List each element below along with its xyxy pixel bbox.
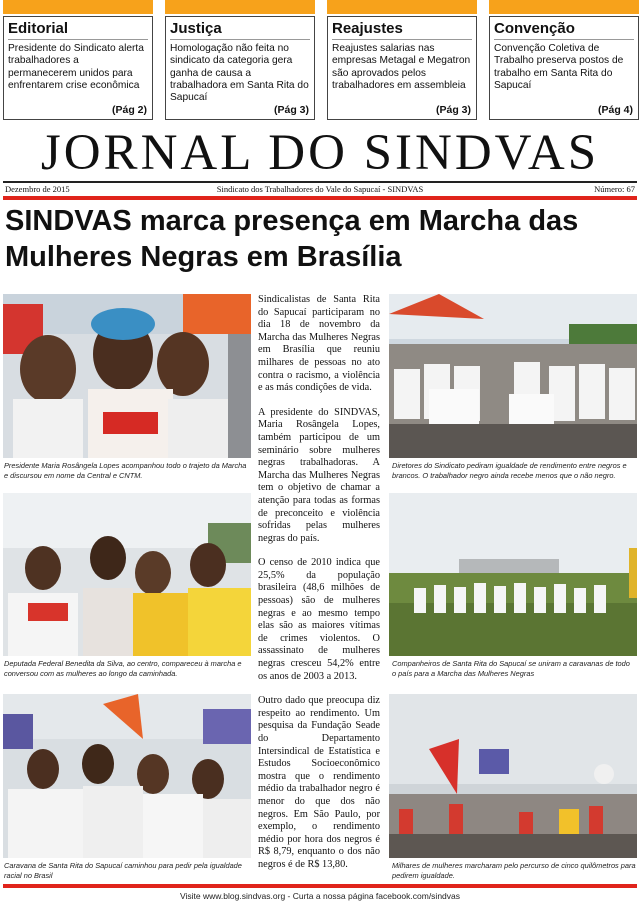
article-paragraph: Outro dado que preocupa diz respeito ao rendimento. Um pesquisa da Fundação Seade do Departamento Intersindical de Estatística e Estudos Socioeconômico mostra que o rendimento médio da trabalhador negro é menor do que dos não negros. Em São Paulo, por exemplo, o rendimento médio por hora dos negros é R$ 8,79, enquanto o dos não negros é de R$ 13,80. (258, 695, 380, 870)
issue-number: Número: 67 (594, 184, 635, 194)
dateline (3, 184, 637, 196)
teaser-title: Reajustes (332, 20, 403, 37)
photo-caravan-santa-rita (3, 694, 251, 858)
footer-links[interactable]: Visite www.blog.sindvas.org - Curta a nossa página facebook.com/sindvas (179, 891, 461, 901)
photo-caption: Deputada Federal Benedita da Silva, ao centro, compareceu à marcha e conversou com as mulheres ao longo da caminhada. (4, 659, 242, 678)
teaser-box (3, 16, 153, 120)
publisher-subtitle: Sindicato dos Trabalhadores do Vale do Sapucaí - SINDVAS (216, 184, 424, 194)
teaser-title: Justiça (170, 20, 222, 37)
teaser-title: Convenção (494, 20, 575, 37)
article-paragraph: O censo de 2010 indica que 25,5% da população brasileira (48,6 milhões de pessoas) são de mulheres negras e ao mesmo tempo elas são as maiores vítimas de crimes violentos. O assassinato de mulheres negras cresceu 54,2% entre os anos de 2003 a 2013. (258, 557, 380, 682)
article-paragraph: Sindicalistas de Santa Rita do Sapucaí participaram no dia 18 de novembro da Marcha das Mulheres Negras em Brasília que reuniu milhares de pessoas no ato contra o racismo, a violência e as más condições de vida. (258, 294, 380, 394)
main-headline: SINDVAS marca presença em Marcha das Mulheres Negras em Brasília (5, 205, 579, 273)
footer-red-rule (3, 884, 637, 888)
masthead-red-rule (3, 196, 637, 200)
teaser-row (3, 0, 637, 120)
teaser-accent-bar (3, 0, 153, 14)
teaser-text: Presidente do Sindicato alerta trabalhadores a permanecerem unidos para enfrentarem crise econômica (8, 43, 144, 91)
photo-graphic (3, 493, 251, 656)
photo-directors-group (389, 294, 637, 458)
teaser-reajustes[interactable] (327, 0, 477, 120)
photo-caption: Diretores do Sindicato pediram igualdade de rendimento entre negros e brancos. O trabalhador negro ainda recebe menos que o não negro. (392, 461, 627, 480)
photo-graphic (389, 694, 637, 858)
teaser-text: Reajustes salarias nas empresas Metagal e Megatron são aprovados pelos trabalhadores em assembleia (332, 43, 471, 91)
teaser-page-ref: (Pág 4) (597, 104, 633, 116)
teaser-justica[interactable] (165, 0, 315, 120)
teaser-title: Editorial (8, 20, 69, 37)
teaser-box (489, 16, 639, 120)
teaser-box (327, 16, 477, 120)
issue-date: Dezembro de 2015 (5, 184, 70, 194)
masthead (0, 124, 640, 182)
teaser-text: Homologação não feita no sindicato da categoria gera ganha de causa a trabalhadora em Santa Rita do Sapucaí (170, 43, 309, 104)
teaser-page-ref: (Pág 2) (111, 104, 147, 116)
photo-graphic (3, 694, 251, 858)
photo-caption: Presidente Maria Rosângela Lopes acompanhou todo o trajeto da Marcha e discursou em nome da Central e CNTM. (4, 461, 247, 480)
photo-graphic (389, 493, 637, 656)
teaser-box (165, 16, 315, 120)
photo-caravan-group (389, 493, 637, 656)
article-body (258, 294, 380, 884)
teaser-convencao[interactable] (489, 0, 639, 120)
photo-march-crowd (389, 694, 637, 858)
masthead-rule (3, 181, 637, 183)
photo-deputy-benedita (3, 493, 251, 656)
teaser-accent-bar (489, 0, 639, 14)
newspaper-name: JORNAL DO SINDVAS (40, 125, 600, 181)
photo-caption: Companheiros de Santa Rita do Sapucaí se uniram a caravanas de todo o país para a Marcha das Mulheres Negras (392, 659, 630, 678)
teaser-editorial[interactable] (3, 0, 153, 120)
teaser-page-ref: (Pág 3) (435, 104, 471, 116)
photo-president-march (3, 294, 251, 458)
teaser-text: Convenção Coletiva de Trabalho preserva postos de trabalho em Santa Rita do Sapucaí (494, 43, 624, 91)
photo-caption: Milhares de mulheres marcharam pelo percurso de cinco quilômetros para pedirem igualdade. (392, 861, 636, 880)
teaser-page-ref: (Pág 3) (273, 104, 309, 116)
photo-graphic (389, 294, 637, 458)
teaser-accent-bar (327, 0, 477, 14)
photo-graphic (3, 294, 251, 458)
teaser-accent-bar (165, 0, 315, 14)
article-paragraph: A presidente do SINDVAS, Maria Rosângela Lopes, também participou de um seminário sobre mulheres negras trabalhadoras. A Marcha das Mulheres Negras tem o objetivo de chamar a atenção para todas as formas de preconceito e violência sofridas pelas mulheres negras do país. (258, 406, 380, 544)
photo-caption: Caravana de Santa Rita do Sapucaí caminhou para pedir pela igualdade racial no Brasil (4, 861, 242, 880)
